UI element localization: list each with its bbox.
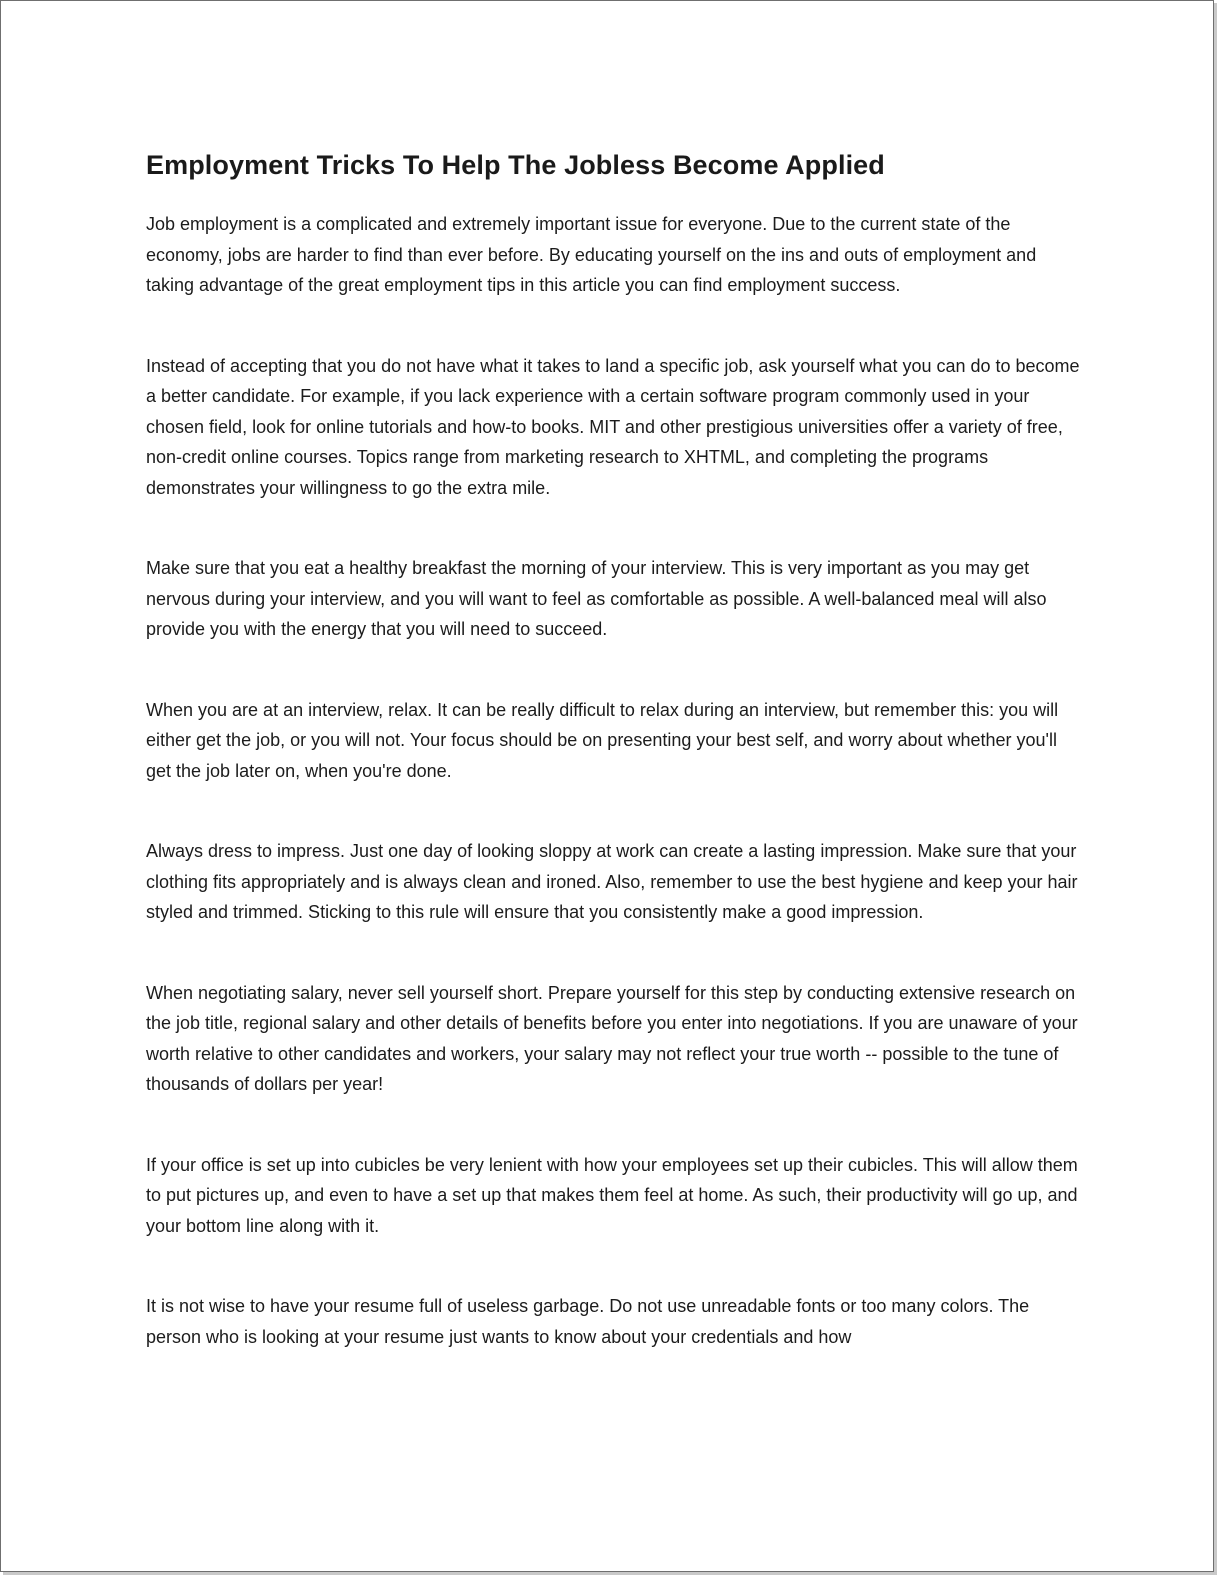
paragraph-1: Job employment is a complicated and extremely important issue for everyone. Due to the current state of the economy, jobs are harder to find than ever before. By educating yourself on the ins and outs of employment and taking advantage of the great employment tips in this article you can find employment success. (146, 214, 1037, 295)
paragraph-4: When you are at an interview, relax. It can be really difficult to relax during an interview, but remember this: you will either get the job, or you will not. Your focus should be on presenting your best self, and worry about whether you'll get the job later on, when you're done. (146, 699, 1059, 781)
paragraph-6: When negotiating salary, never sell yourself short. Prepare yourself for this step by conducting extensive research on the job title, regional salary and other details of benefits before you enter into negotiations. If you are unaware of your worth relative to other candidates and workers, your salary may not reflect your true worth -- possible to the tune of thousands of dollars per year! (146, 982, 1078, 1094)
document-body (146, 147, 1081, 1352)
document-title: Employment Tricks To Help The Jobless Become Applied (146, 150, 885, 180)
paragraph-8: It is not wise to have your resume full of useless garbage. Do not use unreadable fonts or too many colors. The person who is looking at your resume just wants to know about your credentials and how (146, 1296, 1030, 1347)
paragraph-3: Make sure that you eat a healthy breakfast the morning of your interview. This is very important as you may get nervous during your interview, and you will want to feel as comfortable as possible. A well-balanced meal will also provide you with the energy that you will need to succeed. (146, 558, 1047, 639)
paragraph-5: Always dress to impress. Just one day of looking sloppy at work can create a lasting impression. Make sure that your clothing fits appropriately and is always clean and ironed. Also, remember to use the best hygiene and keep your hair styled and trimmed. Sticking to this rule will ensure that you consistently make a good impression. (146, 841, 1078, 922)
paragraph-2: Instead of accepting that you do not have what it takes to land a specific job, ask yourself what you can do to become a better candidate. For example, if you lack experience with a certain software program commonly used in your chosen field, look for online tutorials and how-to books. MIT and other prestigious universities offer a variety of free, non-credit online courses. Topics range from marketing research to XHTML, and completing the programs demonstrates your willingness to go the extra mile. (146, 355, 1080, 498)
paragraph-7: If your office is set up into cubicles be very lenient with how your employees set up their cubicles. This will allow them to put pictures up, and even to have a set up that makes them feel at home. As such, their productivity will go up, and your bottom line along with it. (146, 1154, 1078, 1236)
